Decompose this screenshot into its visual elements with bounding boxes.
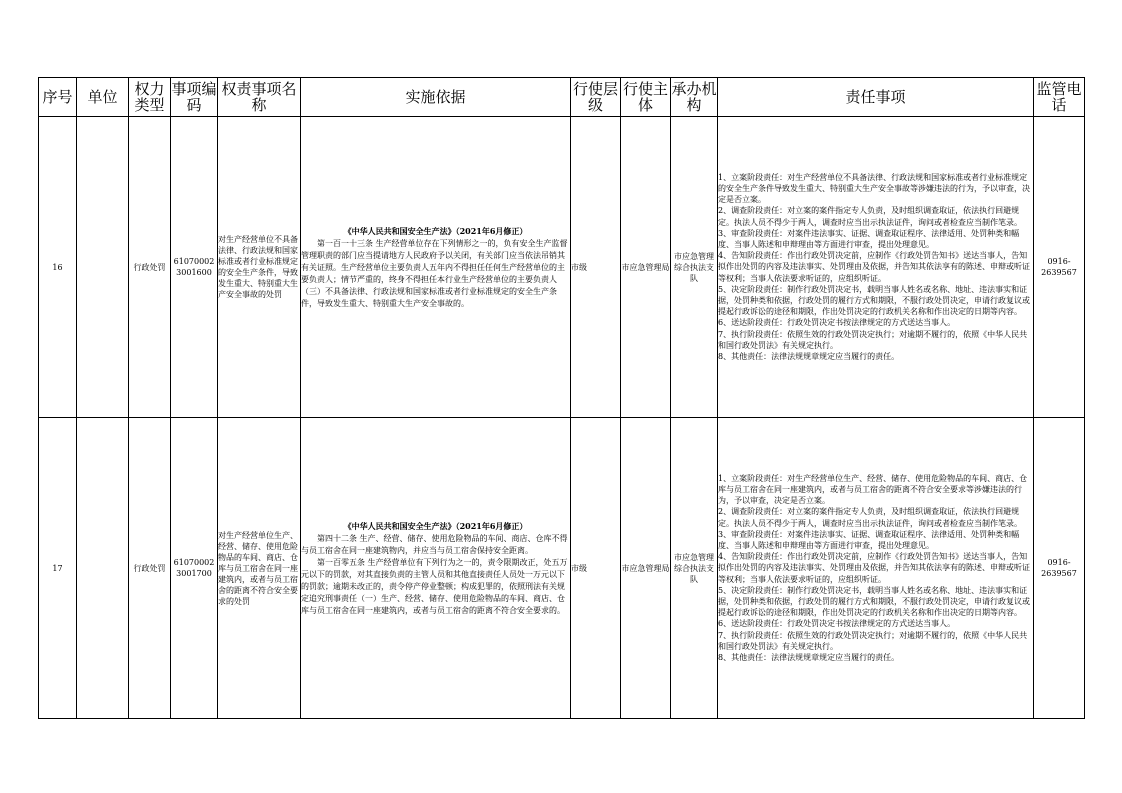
- responsibility-item: 3、审查阶段责任：对案件违法事实、证据、调查取证程序、法律适用、处罚种类和幅度、当事人陈述和申辩理由等方面进行审查，提出处理意见。: [718, 529, 1020, 550]
- cell-item-name: 对生产经营单位生产、经营、储存、使用危险物品的车间、商店、仓库与员工宿舍在同一座建筑内，或者与员工宿舍的距离不符合安全要求的处罚: [218, 418, 301, 719]
- header-responsibility: 责任事项: [718, 78, 1034, 117]
- responsibility-item: 3、审查阶段责任：对案件违法事实、证据、调查取证程序、法律适用、处罚种类和幅度、当事人陈述和申辩理由等方面进行审查，提出处理意见。: [718, 228, 1020, 249]
- header-subject: 行使主体: [621, 78, 671, 117]
- responsibility-item: 8、其他责任：法律法规规章规定应当履行的责任。: [718, 653, 900, 663]
- phone-line: 0916-: [1047, 558, 1071, 567]
- cell-seq: 17: [39, 418, 77, 719]
- cell-undertaker: 市应急管理综合执法支队: [671, 117, 718, 418]
- header-item-code: 事项编码: [171, 78, 218, 117]
- law-title: 《中华人民共和国安全生产法》（2021年6月修正）: [343, 225, 528, 236]
- cell-item-code: [171, 418, 218, 719]
- cell-unit: [77, 117, 129, 418]
- law-paragraph: 第四十二条 生产、经营、储存、使用危险物品的车间、商店、仓库不得与员工宿舍在同一座建筑物内，并应当与员工宿舍保持安全距离。: [301, 533, 568, 555]
- responsibility-item: 8、其他责任：法律法规规章规定应当履行的责任。: [718, 352, 900, 362]
- header-unit: 单位: [77, 78, 129, 117]
- header-row: [39, 78, 1085, 117]
- cell-item-name: 对生产经营单位不具备法律、行政法规和国家标准或者行业标准规定的安全生产条件，导致发生重大、特别重大生产安全事故的处罚: [218, 117, 301, 418]
- responsibility-item: 7、执行阶段责任：依照生效的行政处罚决定执行；对逾期不履行的，依照《中华人民共和国行政处罚法》有关规定执行。: [718, 329, 1028, 350]
- header-level: 行使层级: [571, 78, 621, 117]
- cell-subject: 市应急管理局: [621, 117, 671, 418]
- law-paragraph: 第一百零五条 生产经营单位有下列行为之一的，责令限期改正，处五万元以下的罚款，对其直接负责的主管人员和其他直接责任人员处一万元以下的罚款；逾期未改正的，责令停产停业整顿；构成犯罪的，依照刑法有关规定追究刑事责任（一）生产、经营、储存、使用危险物品的车间、商店、仓库与员工宿舍在同一座建筑内，或者与员工宿舍的距离不符合安全要求的。: [301, 557, 568, 615]
- responsibility-item: 4、告知阶段责任：作出行政处罚决定前，应制作《行政处罚告知书》送达当事人，告知拟作出处罚的内容及违法事实、处罚理由及依据，并告知其依法享有的陈述、申辩或听证等权利；当事人依法要求听证的，应组织听证。: [718, 552, 1030, 584]
- table-row: [39, 117, 1085, 418]
- cell-level: 市级: [571, 418, 621, 719]
- cell-item-code: [171, 117, 218, 418]
- item-code-line: 3001700: [176, 569, 212, 578]
- responsibility-item: 6、送达阶段责任：行政处罚决定书按法律规定的方式送达当事人。: [718, 619, 956, 629]
- table-row: [39, 418, 1085, 719]
- phone-line: 2639567: [1041, 569, 1077, 578]
- cell-undertaker: 市应急管理综合执法支队: [671, 418, 718, 719]
- responsibility-item: 5、决定阶段责任：制作行政处罚决定书，载明当事人姓名或名称、地址、违法事实和证据，处罚种类和依据，行政处罚的履行方式和期限，不服行政处罚决定，申请行政复议或提起行政诉讼的途径和期限，作出处罚决定的行政机关名称和作出决定的日期等内容。: [718, 585, 1030, 618]
- cell-power-type: 行政处罚: [129, 117, 171, 418]
- cell-subject: 市应急管理局: [621, 418, 671, 719]
- header-power-type: 权力类型: [129, 78, 171, 117]
- responsibility-item: 1、立案阶段责任：对生产经营单位不具备法律、行政法规和国家标准或者行业标准规定的安全生产条件导致发生重大、特别重大生产安全事故等涉嫌违法的行为，予以审查，决定是否立案。: [718, 172, 1030, 205]
- cell-seq: 16: [39, 117, 77, 418]
- header-phone: 监管电话: [1034, 78, 1085, 117]
- cell-responsibility: [718, 117, 1034, 418]
- phone-line: 0916-: [1047, 257, 1071, 266]
- cell-phone: [1034, 117, 1085, 418]
- cell-level: 市级: [571, 117, 621, 418]
- header-undertaker: 承办机构: [671, 78, 718, 117]
- header-basis: 实施依据: [301, 78, 571, 117]
- law-paragraph: 第一百一十三条 生产经营单位存在下列情形之一的，负有安全生产监督管理职责的部门应当提请地方人民政府予以关闭，有关部门应当依法吊销其有关证照。生产经营单位主要负责人五年内不得担任任何生产经营单位的主要负责人；情节严重的，终身不得担任本行业生产经营单位的主要负责人（三）不具备法律、行政法规和国家标准或者行业标准规定的安全生产条件，导致发生重大、特别重大生产安全事故的。: [301, 238, 568, 308]
- header-item-name: 权责事项名称: [218, 78, 301, 117]
- cell-power-type: 行政处罚: [129, 418, 171, 719]
- authority-table: [38, 77, 1085, 719]
- phone-line: 2639567: [1041, 268, 1077, 277]
- item-code-line: 61070002: [173, 558, 215, 567]
- law-title: 《中华人民共和国安全生产法》（2021年6月修正）: [343, 520, 528, 531]
- responsibility-item: 2、调查阶段责任：对立案的案件指定专人负责，及时组织调查取证，依法执行回避规定。执法人员不得少于两人，调查时应当出示执法证件，询问或者检查应当制作笔录。: [718, 507, 1022, 528]
- cell-basis: [301, 117, 571, 418]
- cell-phone: [1034, 418, 1085, 719]
- item-code-line: 61070002: [173, 257, 215, 266]
- responsibility-item: 1、立案阶段责任：对生产经营单位生产、经营、储存、使用危险物品的车间、商店、仓库与员工宿舍在同一座建筑内，或者与员工宿舍的距离不符合安全要求等涉嫌违法的行为，予以审查，决定是否立案。: [718, 473, 1028, 506]
- cell-basis: [301, 418, 571, 719]
- responsibility-item: 5、决定阶段责任：制作行政处罚决定书，载明当事人姓名或名称、地址、违法事实和证据，处罚种类和依据，行政处罚的履行方式和期限，不服行政处罚决定，申请行政复议或提起行政诉讼的途径和期限，作出处罚决定的行政机关名称和作出决定的日期等内容。: [718, 284, 1030, 317]
- responsibility-item: 4、告知阶段责任：作出行政处罚决定前，应制作《行政处罚告知书》送达当事人，告知拟作出处罚的内容及违法事实、处罚理由及依据，并告知其依法享有的陈述、申辩或听证等权利；当事人依法要求听证的，应组织听证。: [718, 251, 1030, 283]
- responsibility-item: 6、送达阶段责任：行政处罚决定书按法律规定的方式送达当事人。: [718, 318, 956, 328]
- cell-responsibility: [718, 418, 1034, 719]
- cell-unit: [77, 418, 129, 719]
- responsibility-item: 2、调查阶段责任：对立案的案件指定专人负责，及时组织调查取证，依法执行回避规定。执法人员不得少于两人，调查时应当出示执法证件，询问或者检查应当制作笔录。: [718, 206, 1022, 227]
- item-code-line: 3001600: [176, 268, 212, 277]
- responsibility-item: 7、执行阶段责任：依照生效的行政处罚决定执行；对逾期不履行的，依照《中华人民共和国行政处罚法》有关规定执行。: [718, 630, 1028, 651]
- header-seq: 序号: [39, 78, 77, 117]
